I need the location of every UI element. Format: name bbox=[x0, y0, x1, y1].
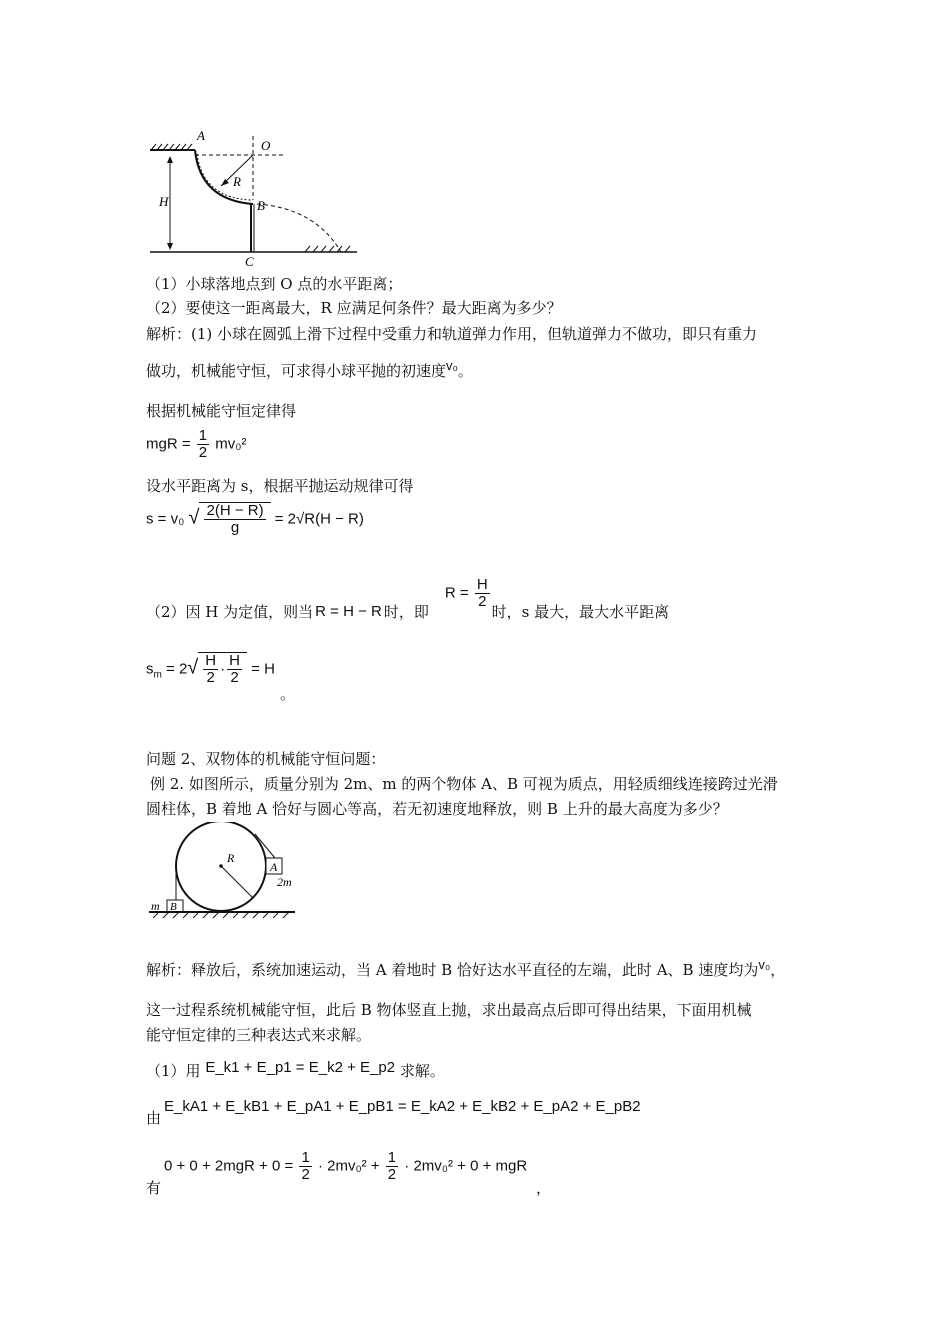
label-2m: 2m bbox=[277, 875, 292, 889]
method1-a: （1）用 bbox=[146, 1062, 201, 1080]
example-2-line-2: 圆柱体，B 着地 A 恰好与圆心等高，若无初速度地释放，则 B 上升的最大高度为多少？ bbox=[146, 800, 728, 818]
problem-2-title: 问题 2、双物体的机械能守恒问题： bbox=[146, 750, 386, 768]
question-2: （2）要使这一距离最大，R 应满足何条件？最大距离为多少？ bbox=[146, 299, 562, 317]
part2-cond: R = H − R bbox=[315, 603, 382, 620]
eq3-d2: 2 bbox=[230, 669, 239, 686]
equation-energy-values bbox=[164, 1150, 527, 1183]
eq3-lhs: s bbox=[146, 660, 154, 678]
eq3-n2: H bbox=[229, 652, 240, 669]
label-B: B bbox=[257, 198, 265, 213]
part2-r-expr bbox=[445, 577, 492, 610]
eq1-den: 2 bbox=[198, 444, 208, 461]
eq1-fraction bbox=[197, 428, 209, 461]
equation-energy-sum: E_kA1 + E_kB1 + E_pA1 + E_pB1 = E_kA2 + E_kB2 + E_pA2 + E_pB2 bbox=[164, 1098, 641, 1115]
equation-energy bbox=[146, 428, 247, 461]
eq3-sub: m bbox=[153, 669, 162, 681]
part2-c: 时，s 最大，最大水平距离 bbox=[491, 603, 670, 621]
eq2-lhs: s = v₀ bbox=[146, 510, 185, 528]
label-B2: B bbox=[170, 901, 177, 913]
eq5-frac1 bbox=[299, 1150, 311, 1183]
eq2-rhs: = 2√R(H − R) bbox=[274, 510, 364, 528]
label-O: O bbox=[261, 138, 271, 153]
eq2-fraction bbox=[204, 503, 265, 536]
comma: ， bbox=[770, 961, 786, 979]
label-A2: A bbox=[270, 860, 278, 874]
part2-r-frac bbox=[475, 577, 490, 610]
have-label: 有 bbox=[146, 1179, 162, 1197]
equation-distance: s = v₀ √ $\frac{2(H - R)}{g}$ = 2√R(H − R) bbox=[146, 502, 364, 536]
part2-r-lhs: R = bbox=[444, 584, 469, 602]
figure-slide-track bbox=[145, 128, 365, 268]
from-label: 由 bbox=[146, 1109, 162, 1127]
eq3-d1: 2 bbox=[206, 669, 215, 686]
part2-r-num: H bbox=[476, 576, 488, 593]
eq1-rhs: mv₀² bbox=[215, 435, 247, 453]
eq5-n2: 1 bbox=[387, 1149, 397, 1166]
method1-eq: E_k1 + E_p1 = E_k2 + E_p2 bbox=[205, 1059, 396, 1076]
eq3-frac2 bbox=[227, 653, 242, 686]
label-A: A bbox=[197, 128, 205, 143]
part2-a: （2）因 H 为定值，则当 bbox=[146, 603, 314, 621]
analysis-2-text: 解析：释放后，系统加速运动，当 A 着地时 B 恰好达水平直径的左端，此时 A、B 速度均为 bbox=[146, 961, 759, 979]
method1-b: 求解。 bbox=[399, 1062, 445, 1080]
eq3-period: 。 bbox=[280, 685, 296, 703]
eq3-frac1 bbox=[203, 653, 218, 686]
law-line: 根据机械能守恒定律得 bbox=[146, 402, 297, 420]
eq5-d2: 2 bbox=[387, 1166, 397, 1183]
equation-max-distance: $s_m = 2√$ $\frac{H}{2}$ · $\frac{H}{2}$ = H bbox=[146, 652, 275, 686]
example-2-line-1: 例 2. 如图所示，质量分别为 2m、m 的两个物体 A、B 可视为质点，用轻质细线连接跨过光滑 bbox=[150, 775, 778, 793]
analysis-1-line-2 bbox=[146, 356, 473, 381]
eq2-den: g bbox=[230, 519, 240, 536]
method-1-line bbox=[146, 1058, 445, 1081]
distance-line: 设水平距离为 s，根据平抛运动规律可得 bbox=[146, 477, 414, 495]
eq3-mid: = 2 bbox=[166, 660, 188, 678]
analysis-2-line-1 bbox=[146, 955, 785, 980]
label-m: m bbox=[151, 899, 160, 913]
part2-r-den: 2 bbox=[478, 593, 487, 610]
analysis-1-line-1: 解析：(1) 小球在圆弧上滑下过程中受重力和轨道弹力作用，但轨道弹力不做功，即只有重力 bbox=[146, 325, 758, 343]
label-R2: R bbox=[227, 851, 235, 865]
eq3-rhs: = H bbox=[251, 660, 275, 678]
end-comma: ， bbox=[536, 1179, 552, 1197]
eq5-n1: 1 bbox=[301, 1149, 310, 1166]
eq3-dot: · bbox=[220, 660, 226, 678]
analysis-1-text: 做功，机械能守恒，可求得小球平抛的初速度 bbox=[146, 362, 447, 380]
figure-cylinder bbox=[145, 822, 305, 926]
label-R: R bbox=[233, 174, 241, 189]
eq1-lhs: mgR = bbox=[146, 435, 191, 453]
part-2-line bbox=[146, 578, 669, 622]
eq2-num: 2(H − R) bbox=[206, 502, 264, 519]
question-1: （1）小球落地点到 O 点的水平距离； bbox=[146, 275, 403, 293]
analysis-2-line-2: 这一过程系统机械能守恒，此后 B 物体竖直上抛，求出最高点后即可得出结果，下面用机械 bbox=[146, 1001, 752, 1019]
eq5-c: · 2mv₀² + 0 + mgR bbox=[404, 1157, 528, 1175]
v0-symbol-2: v₀ bbox=[758, 957, 771, 972]
eq5-d1: 2 bbox=[301, 1166, 310, 1183]
v0-symbol: v₀ bbox=[446, 358, 458, 373]
label-C: C bbox=[245, 254, 254, 268]
analysis-2-line-3: 能守恒定律的三种表达式来求解。 bbox=[146, 1026, 372, 1044]
eq5-frac2 bbox=[386, 1150, 398, 1183]
eq3-n1: H bbox=[205, 652, 217, 669]
label-H: H bbox=[159, 194, 169, 209]
eq1-num: 1 bbox=[198, 427, 208, 444]
period: 。 bbox=[457, 362, 473, 380]
eq5-b: · 2mv₀² + bbox=[317, 1157, 380, 1175]
part2-b: 时，即 bbox=[383, 603, 429, 621]
eq5-a: 0 + 0 + 2mgR + 0 = bbox=[164, 1157, 294, 1175]
